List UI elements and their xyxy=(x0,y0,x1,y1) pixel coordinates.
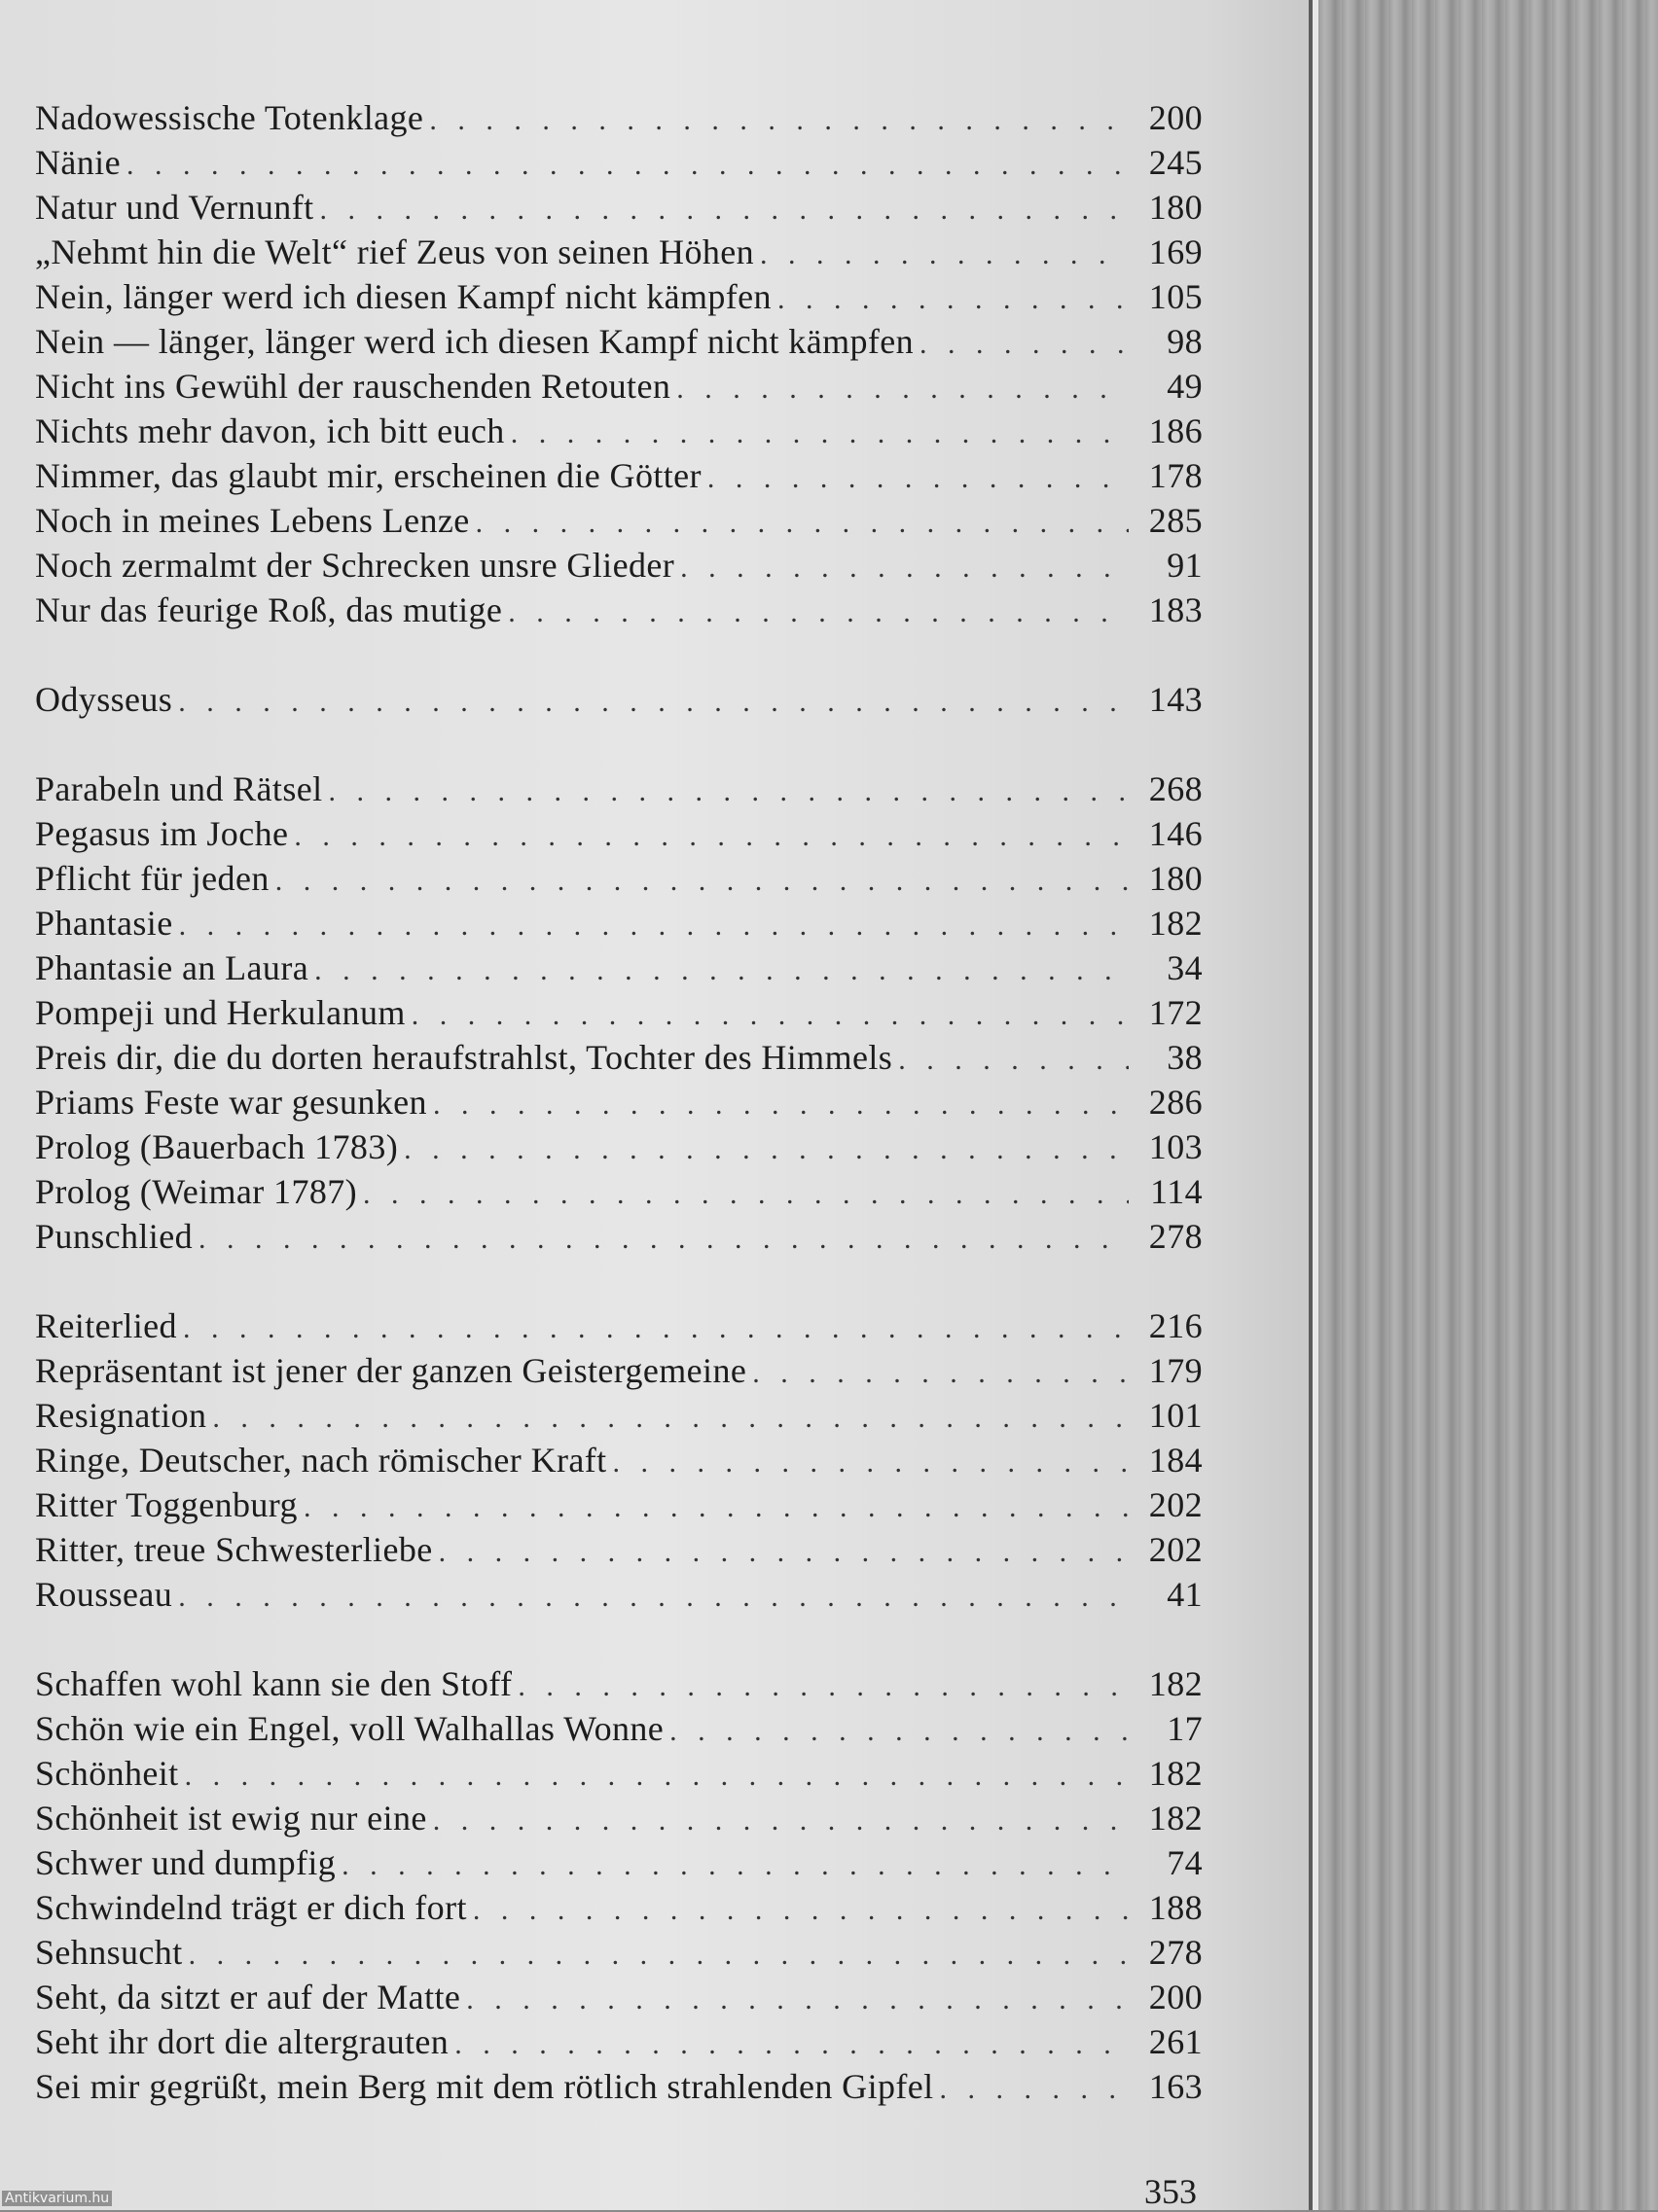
entry-title: Parabeln und Rätsel xyxy=(35,769,323,808)
entry-title: Schön wie ein Engel, voll Walhallas Wonne xyxy=(35,1709,665,1748)
dot-leader xyxy=(363,1178,1129,1211)
group-separator xyxy=(35,1619,1203,1663)
group-separator xyxy=(35,724,1203,768)
entry-title: Pegasus im Joche xyxy=(35,814,289,853)
entry-page: 216 xyxy=(1148,1306,1203,1345)
group-separator xyxy=(35,634,1203,679)
entry-title: Punschlied xyxy=(35,1217,193,1256)
entry-page: 182 xyxy=(1148,1754,1203,1793)
entry-title: Pflicht für jeden xyxy=(35,859,270,898)
index-entry xyxy=(35,500,1203,545)
entry-title: Sehnsucht xyxy=(35,1933,183,1972)
entry-title: Phantasie an Laura xyxy=(35,948,309,987)
index-entry xyxy=(35,410,1203,455)
dot-leader xyxy=(613,1446,1129,1480)
entry-title: Reiterlied xyxy=(35,1306,177,1345)
entry-page: 163 xyxy=(1148,2067,1203,2106)
entry-title: Nein, länger werd ich diesen Kampf nicht kämpfen xyxy=(35,277,772,316)
entry-title: Nimmer, das glaubt mir, erscheinen die Götter xyxy=(35,456,702,495)
entry-title: Pompeji und Herkulanum xyxy=(35,993,406,1032)
index-entry xyxy=(35,1350,1203,1395)
dot-leader xyxy=(433,1804,1129,1837)
index-entry xyxy=(35,1529,1203,1574)
entry-title: Nicht ins Gewühl der rauschenden Retouten xyxy=(35,367,671,406)
dot-leader xyxy=(275,865,1129,898)
dot-leader xyxy=(940,2073,1129,2106)
dot-leader xyxy=(508,596,1129,629)
dot-leader xyxy=(304,1491,1129,1524)
entry-page: 38 xyxy=(1167,1038,1203,1077)
entry-page: 186 xyxy=(1148,411,1203,450)
index-entry xyxy=(35,2066,1203,2111)
index-entry xyxy=(35,1977,1203,2021)
dot-leader xyxy=(178,686,1129,719)
index-entry xyxy=(35,1037,1203,1082)
dot-leader xyxy=(189,1939,1129,1972)
dot-leader xyxy=(707,462,1129,495)
dot-leader xyxy=(676,373,1129,406)
entry-title: Schaffen wohl kann sie den Stoff xyxy=(35,1664,513,1703)
dot-leader xyxy=(179,910,1129,943)
index-entry xyxy=(35,992,1203,1037)
entry-page: 278 xyxy=(1148,1217,1203,1256)
dot-leader xyxy=(212,1402,1129,1435)
dot-leader xyxy=(185,1760,1129,1793)
index-entry xyxy=(35,366,1203,410)
index-entry xyxy=(35,455,1203,500)
entry-page: 278 xyxy=(1148,1933,1203,1972)
entry-page: 182 xyxy=(1148,1664,1203,1703)
index-entry xyxy=(35,813,1203,858)
index-entry xyxy=(35,1842,1203,1887)
page-edge xyxy=(1313,0,1318,2210)
dot-leader xyxy=(680,552,1129,585)
index-entry xyxy=(35,858,1203,903)
index-entry xyxy=(35,142,1203,187)
entry-title: „Nehmt hin die Welt“ rief Zeus von seinen Höhen xyxy=(35,232,755,271)
entry-title: Ritter Toggenburg xyxy=(35,1485,298,1524)
index-entry xyxy=(35,1395,1203,1440)
entry-title: Preis dir, die du dorten heraufstrahlst, Tochter des Himmels xyxy=(35,1038,893,1077)
dot-leader xyxy=(466,1983,1129,2016)
entry-title: Nadowessische Totenklage xyxy=(35,98,424,137)
dot-leader xyxy=(319,194,1129,227)
entry-page: 200 xyxy=(1148,1978,1203,2016)
index-entry xyxy=(35,679,1203,724)
index-entry xyxy=(35,1932,1203,1977)
dot-leader xyxy=(777,283,1129,316)
dot-leader xyxy=(473,1894,1129,1927)
dot-leader xyxy=(439,1536,1129,1569)
entry-title: Seht ihr dort die altergrauten xyxy=(35,2022,450,2061)
index-entry xyxy=(35,1798,1203,1842)
dot-leader xyxy=(476,507,1129,540)
dot-leader xyxy=(183,1312,1129,1345)
index-entry xyxy=(35,1753,1203,1798)
dot-leader xyxy=(342,1849,1129,1882)
entry-page: 285 xyxy=(1148,501,1203,540)
entry-title: Repräsentant ist jener der ganzen Geistergemeine xyxy=(35,1351,747,1390)
dot-leader xyxy=(511,417,1129,450)
entry-page: 143 xyxy=(1148,680,1203,719)
index-entry xyxy=(35,1440,1203,1484)
index-entry xyxy=(35,589,1203,634)
entry-page: 188 xyxy=(1148,1888,1203,1927)
index-entry xyxy=(35,321,1203,366)
dot-leader xyxy=(178,1581,1129,1614)
entry-page: 17 xyxy=(1167,1709,1203,1748)
index-entry xyxy=(35,903,1203,947)
index-entry xyxy=(35,768,1203,813)
entry-page: 202 xyxy=(1148,1530,1203,1569)
dot-leader xyxy=(314,954,1129,987)
entry-page: 180 xyxy=(1148,188,1203,227)
index-entry xyxy=(35,232,1203,276)
watermark: Antikvarium.hu xyxy=(2,2191,112,2206)
entry-title: Schwindelnd trägt er dich fort xyxy=(35,1888,467,1927)
dot-leader xyxy=(126,149,1129,182)
index-entry xyxy=(35,1126,1203,1171)
entry-page: 182 xyxy=(1148,904,1203,943)
entry-title: Nur das feurige Roß, das mutige xyxy=(35,590,503,629)
index-entry xyxy=(35,1171,1203,1216)
entry-title: Nein — länger, länger werd ich diesen Kampf nicht kämpfen xyxy=(35,322,915,361)
entry-page: 183 xyxy=(1148,590,1203,629)
index-entry xyxy=(35,1305,1203,1350)
dot-leader xyxy=(518,1670,1129,1703)
dot-leader xyxy=(760,238,1129,271)
index-entry xyxy=(35,1216,1203,1261)
dot-leader xyxy=(412,999,1129,1032)
index-entry xyxy=(35,97,1203,142)
entry-page: 49 xyxy=(1167,367,1203,406)
entry-page: 103 xyxy=(1148,1127,1203,1166)
entry-title: Noch zermalmt der Schrecken unsre Glieder xyxy=(35,546,675,585)
entry-title: Prolog (Bauerbach 1783) xyxy=(35,1127,399,1166)
entry-page: 74 xyxy=(1167,1843,1203,1882)
index-entry xyxy=(35,1082,1203,1126)
entry-page: 178 xyxy=(1148,456,1203,495)
entry-title: Resignation xyxy=(35,1396,207,1435)
entry-title: Noch in meines Lebens Lenze xyxy=(35,501,470,540)
entry-page: 245 xyxy=(1148,143,1203,182)
index-entry xyxy=(35,1708,1203,1753)
entry-page: 172 xyxy=(1148,993,1203,1032)
entry-page: 261 xyxy=(1148,2022,1203,2061)
dot-leader xyxy=(198,1223,1129,1256)
entry-page: 98 xyxy=(1167,322,1203,361)
entry-title: Priams Feste war gesunken xyxy=(35,1083,427,1122)
index-entry xyxy=(35,187,1203,232)
page-number: 353 xyxy=(1144,2172,1197,2211)
index-entry xyxy=(35,1663,1203,1708)
background-surface xyxy=(1318,0,1658,2210)
poem-index xyxy=(35,97,1203,2111)
entry-page: 41 xyxy=(1167,1575,1203,1614)
entry-title: Phantasie xyxy=(35,904,173,943)
entry-title: Schwer und dumpfig xyxy=(35,1843,337,1882)
entry-page: 114 xyxy=(1150,1172,1203,1211)
entry-title: Ritter, treue Schwesterliebe xyxy=(35,1530,433,1569)
dot-leader xyxy=(898,1044,1129,1077)
entry-title: Ringe, Deutscher, nach römischer Kraft xyxy=(35,1441,607,1480)
entry-page: 34 xyxy=(1167,948,1203,987)
entry-page: 91 xyxy=(1167,546,1203,585)
entry-title: Prolog (Weimar 1787) xyxy=(35,1172,358,1211)
entry-page: 200 xyxy=(1148,98,1203,137)
entry-page: 105 xyxy=(1148,277,1203,316)
entry-title: Schönheit ist ewig nur eine xyxy=(35,1799,427,1837)
dot-leader xyxy=(669,1715,1129,1748)
dot-leader xyxy=(752,1357,1129,1390)
index-entry xyxy=(35,1887,1203,1932)
entry-title: Natur und Vernunft xyxy=(35,188,314,227)
dot-leader xyxy=(429,104,1129,137)
group-separator xyxy=(35,1261,1203,1305)
dot-leader xyxy=(454,2028,1129,2061)
index-entry xyxy=(35,2021,1203,2066)
entry-title: Nänie xyxy=(35,143,121,182)
entry-title: Rousseau xyxy=(35,1575,173,1614)
index-entry xyxy=(35,276,1203,321)
entry-page: 268 xyxy=(1148,769,1203,808)
entry-title: Odysseus xyxy=(35,680,173,719)
entry-page: 202 xyxy=(1148,1485,1203,1524)
entry-page: 169 xyxy=(1148,232,1203,271)
entry-page: 182 xyxy=(1148,1799,1203,1837)
entry-page: 179 xyxy=(1148,1351,1203,1390)
dot-leader xyxy=(433,1088,1129,1122)
entry-page: 184 xyxy=(1148,1441,1203,1480)
index-entry xyxy=(35,1574,1203,1619)
index-entry xyxy=(35,1484,1203,1529)
dot-leader xyxy=(294,820,1129,853)
dot-leader xyxy=(404,1133,1129,1166)
entry-title: Schönheit xyxy=(35,1754,179,1793)
index-entry xyxy=(35,545,1203,589)
entry-page: 146 xyxy=(1148,814,1203,853)
dot-leader xyxy=(919,328,1129,361)
entry-page: 286 xyxy=(1148,1083,1203,1122)
entry-title: Seht, da sitzt er auf der Matte xyxy=(35,1978,461,2016)
dot-leader xyxy=(329,775,1129,808)
entry-title: Nichts mehr davon, ich bitt euch xyxy=(35,411,505,450)
entry-page: 101 xyxy=(1148,1396,1203,1435)
entry-title: Sei mir gegrüßt, mein Berg mit dem rötlich strahlenden Gipfel xyxy=(35,2067,934,2106)
index-entry xyxy=(35,947,1203,992)
entry-page: 180 xyxy=(1148,859,1203,898)
